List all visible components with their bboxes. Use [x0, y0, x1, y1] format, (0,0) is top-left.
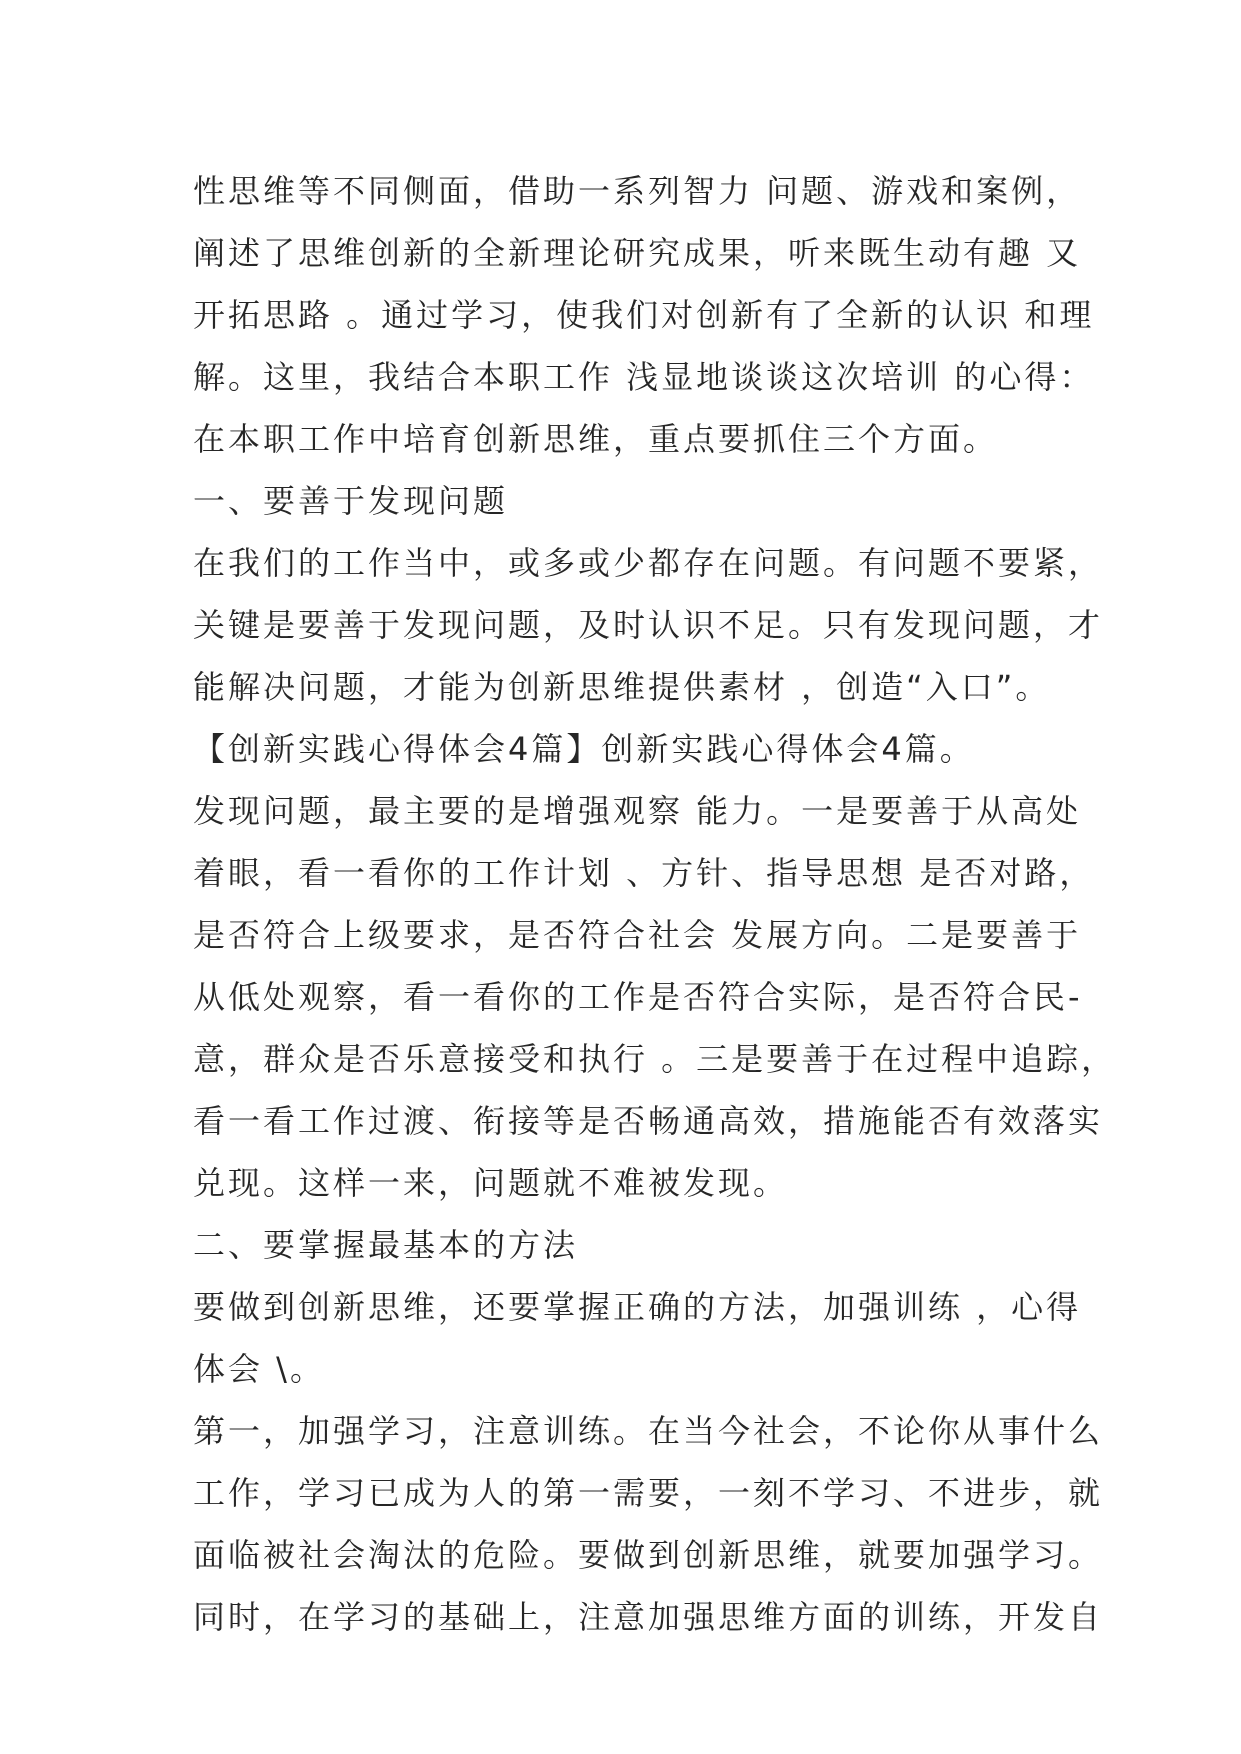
text-line: 看一看工作过渡、衔接等是否畅通高效，措施能否有效落实 — [193, 1102, 1104, 1140]
text-line: 着眼，看一看你的工作计划 、方针、指导思想 是否对路， — [193, 854, 1095, 892]
text-line: 从低处观察，看一看你的工作是否符合实际，是否符合民- — [193, 978, 1083, 1016]
text-line: 意，群众是否乐意接受和执行 。三是要善于在过程中追踪， — [193, 1040, 1117, 1078]
text-line: 体会 \。 — [193, 1350, 325, 1388]
text-line: 是否符合上级要求，是否符合社会 发展方向。二是要善于 — [193, 916, 1082, 954]
section-heading-2: 二、要掌握最基本的方法 — [193, 1226, 579, 1264]
document-body — [193, 160, 1117, 1648]
section-heading-1: 一、要善于发现问题 — [193, 482, 509, 520]
text-line: 第一，加强学习，注意训练。在当今社会，不论你从事什么 — [193, 1412, 1104, 1450]
text-line: 同时，在学习的基础上，注意加强思维方面的训练，开发自 — [193, 1598, 1104, 1636]
text-line: 面临被社会淘汰的危险。要做到创新思维，就要加强学习。 — [193, 1536, 1104, 1574]
text-line: 能解决问题，才能为创新思维提供素材 ，创造“入口”。 — [193, 668, 1051, 706]
text-line: 阐述了思维创新的全新理论研究成果，听来既生动有趣 又 — [193, 234, 1082, 272]
text-line: 要做到创新思维，还要掌握正确的方法，加强训练 ，心得 — [193, 1288, 1082, 1326]
text-line: 在我们的工作当中，或多或少都存在问题。有问题不要紧， — [193, 544, 1104, 582]
text-line: 在本职工作中培育创新思维，重点要抓住三个方面。 — [193, 420, 999, 458]
text-line: 兑现。这样一来，问题就不难被发现。 — [193, 1164, 789, 1202]
text-line: 性思维等不同侧面，借助一系列智力 问题、游戏和案例， — [193, 172, 1082, 210]
text-line: 解。这里，我结合本职工作 浅显地谈谈这次培训 的心得： — [193, 358, 1095, 396]
text-line: 关键是要善于发现问题，及时认识不足。只有发现问题，才 — [193, 606, 1104, 644]
text-line: 发现问题，最主要的是增强观察 能力。一是要善于从高处 — [193, 792, 1082, 830]
text-line: 工作，学习已成为人的第一需要，一刻不学习、不进步，就 — [193, 1474, 1104, 1512]
text-line: 开拓思路 。通过学习，使我们对创新有了全新的认识 和理 — [193, 296, 1095, 334]
text-line: 【创新实践心得体会4篇】创新实践心得体会4篇。 — [193, 730, 975, 768]
